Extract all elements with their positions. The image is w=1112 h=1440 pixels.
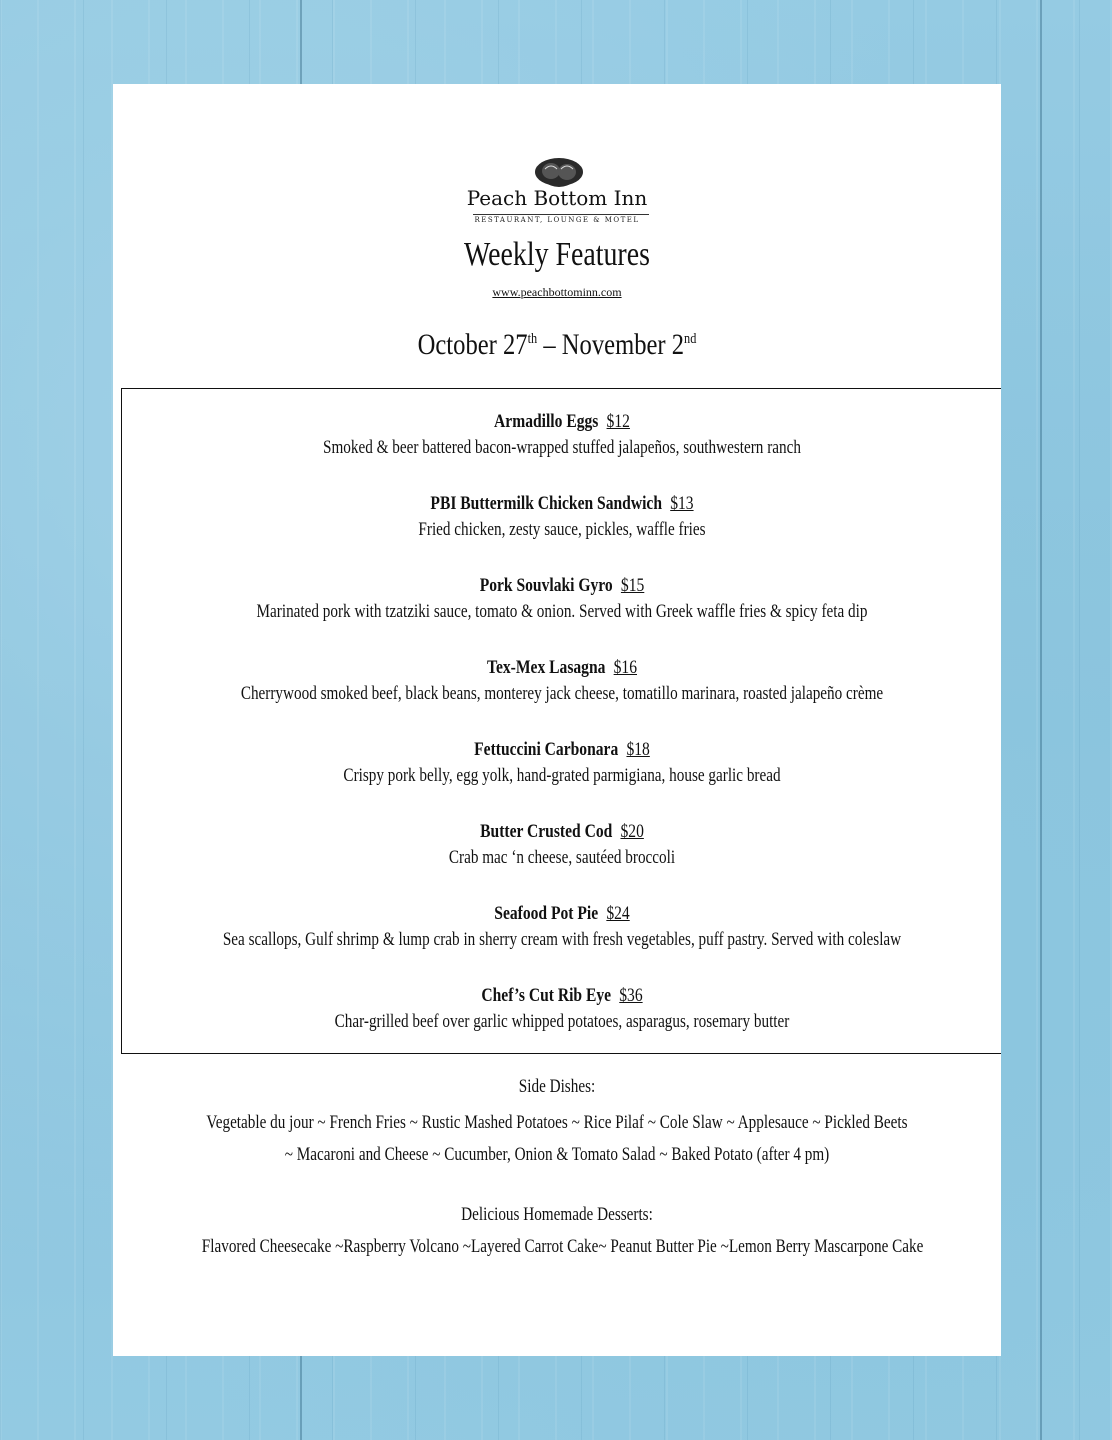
sides-line-2: ~ Macaroni and Cheese ~ Cucumber, Onion & Tomato Salad ~ Baked Potato (after 4 pm) bbox=[284, 1144, 830, 1165]
item-description: Crab mac ‘n cheese, sautéed broccoli bbox=[448, 847, 676, 868]
board-seam bbox=[1040, 0, 1042, 1440]
website-link[interactable]: www.peachbottominn.com bbox=[492, 285, 622, 299]
list-item bbox=[122, 491, 1002, 573]
item-name: Pork Souvlaki Gyro bbox=[479, 575, 613, 596]
item-price: $18 bbox=[626, 739, 650, 760]
menu-sheet bbox=[113, 84, 1001, 1356]
inn-name: Peach Bottom Inn bbox=[466, 186, 648, 210]
item-price: $20 bbox=[620, 821, 644, 842]
item-price: $16 bbox=[613, 657, 638, 678]
item-title bbox=[201, 655, 923, 681]
list-item bbox=[122, 983, 1002, 1065]
page-title: Weekly Features bbox=[464, 236, 650, 273]
item-title bbox=[201, 819, 923, 845]
desserts-title: Delicious Homemade Desserts: bbox=[461, 1204, 653, 1225]
item-name: Tex-Mex Lasagna bbox=[486, 657, 606, 678]
item-price: $12 bbox=[606, 411, 630, 432]
item-name: Fettuccini Carbonara bbox=[474, 739, 619, 760]
inn-subtitle: RESTAURANT, LOUNGE & MOTEL bbox=[474, 216, 640, 224]
item-title bbox=[201, 573, 923, 599]
list-item bbox=[122, 901, 1002, 983]
list-item bbox=[122, 409, 1002, 491]
date-start: October 27 bbox=[417, 328, 528, 361]
date-range bbox=[193, 328, 921, 362]
date-separator: – bbox=[537, 328, 562, 361]
sides-title: Side Dishes: bbox=[518, 1076, 596, 1097]
list-item bbox=[122, 737, 1002, 819]
item-title bbox=[201, 409, 923, 435]
date-end: November 2 bbox=[561, 328, 685, 361]
date-end-suffix: nd bbox=[684, 331, 697, 347]
item-name: PBI Buttermilk Chicken Sandwich bbox=[430, 493, 663, 514]
item-description: Char-grilled beef over garlic whipped potatoes, asparagus, rosemary butter bbox=[334, 1011, 790, 1032]
date-start-suffix: th bbox=[527, 331, 538, 347]
item-price: $15 bbox=[620, 575, 645, 596]
list-item bbox=[122, 573, 1002, 655]
item-price: $13 bbox=[670, 493, 694, 514]
inn-name-rule bbox=[473, 214, 649, 215]
item-description: Marinated pork with tzatziki sauce, tomato & onion. Served with Greek waffle fries & spicy feta dip bbox=[256, 601, 868, 622]
features-list bbox=[122, 409, 1002, 1065]
item-price: $24 bbox=[606, 903, 630, 924]
sides-line-1: Vegetable du jour ~ French Fries ~ Rustic Mashed Potatoes ~ Rice Pilaf ~ Cole Slaw ~ Applesauce ~ Pickled Beets bbox=[206, 1112, 908, 1133]
item-description: Cherrywood smoked beef, black beans, monterey jack cheese, tomatillo marinara, roasted jalapeño crème bbox=[240, 683, 884, 704]
item-description: Smoked & beer battered bacon-wrapped stuffed jalapeños, southwestern ranch bbox=[323, 437, 801, 458]
item-description: Fried chicken, zesty sauce, pickles, waffle fries bbox=[418, 519, 706, 540]
item-price: $36 bbox=[619, 985, 643, 1006]
desserts-line-1: Flavored Cheesecake ~Raspberry Volcano ~Layered Carrot Cake~ Peanut Butter Pie ~Lemon Berry Mascarpone Cake bbox=[201, 1236, 924, 1257]
list-item bbox=[122, 819, 1002, 901]
item-title bbox=[201, 901, 923, 927]
item-description: Crispy pork belly, egg yolk, hand-grated parmigiana, house garlic bread bbox=[343, 765, 781, 786]
list-item bbox=[122, 655, 1002, 737]
item-title bbox=[201, 737, 923, 763]
item-name: Armadillo Eggs bbox=[494, 411, 599, 432]
item-name: Seafood Pot Pie bbox=[494, 903, 599, 924]
item-name: Butter Crusted Cod bbox=[480, 821, 613, 842]
features-box bbox=[121, 388, 1001, 1054]
item-name: Chef’s Cut Rib Eye bbox=[481, 985, 612, 1006]
item-title bbox=[201, 983, 923, 1009]
item-description: Sea scallops, Gulf shrimp & lump crab in sherry cream with fresh vegetables, puff pastry. Served with coleslaw bbox=[222, 929, 902, 950]
item-title bbox=[201, 491, 923, 517]
